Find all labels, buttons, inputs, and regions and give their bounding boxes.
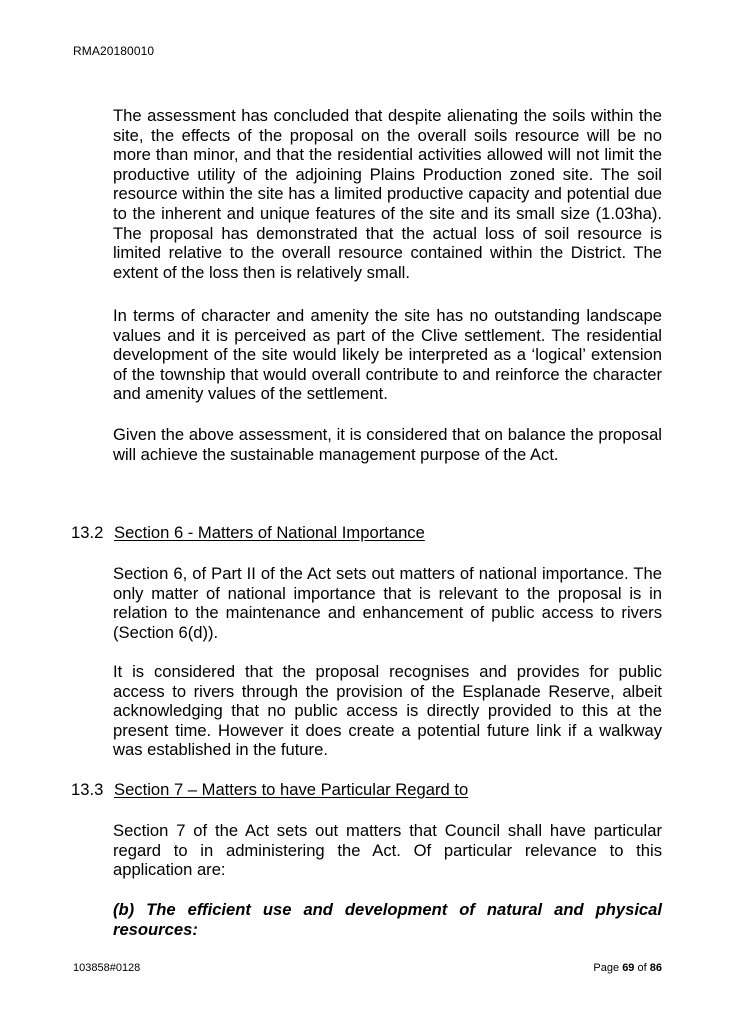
footer-page-number — [593, 962, 662, 974]
paragraph-section-6: Section 6, of Part II of the Act sets out matters of national importance. The only matter of national importance that is relevant to the proposal is in relation to the maintenance and enhancement of public access to rivers (Section 6(d)). — [113, 564, 662, 642]
of-word: of — [637, 962, 647, 974]
footer-doc-id: 103858#0128 — [73, 962, 141, 974]
paragraph-soils-assessment: The assessment has concluded that despite alienating the soils within the site, the effects of the proposal on the overall soils resource will be no more than minor, and that the residential activities allowed will not limit the productive utility of the adjoining Plains Production zoned site. The soil resource within the site has a limited productive capacity and potential due to the inherent and unique features of the site and its small size (1.03ha). The proposal has demonstrated that the actual loss of soil resource is limited relative to the overall resource contained within the District. The extent of the loss then is relatively small. — [113, 106, 662, 282]
paragraph-conclusion: Given the above assessment, it is considered that on balance the proposal will achieve the sustainable management purpose of the Act. — [113, 425, 662, 464]
page-total: 86 — [649, 962, 662, 974]
list-item-b: (b) The efficient use and development of natural and physical resources: — [113, 900, 662, 939]
document-reference: RMA20180010 — [73, 44, 155, 58]
paragraph-public-access: It is considered that the proposal recognises and provides for public access to rivers through the provision of the Esplanade Reserve, albeit acknowledging that no public access is directly provided to this at the present time. However it does create a potential future link if a walkway was established in the future. — [113, 662, 662, 760]
section-number: 13.2 — [71, 523, 104, 542]
section-title: Section 6 - Matters of National Importance — [114, 523, 425, 542]
paragraph-section-7: Section 7 of the Act sets out matters that Council shall have particular regard to in administering the Act. Of particular relevance to this application are: — [113, 821, 662, 880]
section-number: 13.3 — [71, 780, 104, 799]
paragraph-character-amenity: In terms of character and amenity the site has no outstanding landscape values and it is perceived as part of the Clive settlement. The residential development of the site would likely be interpreted as a ‘logical’ extension of the township that would overall contribute to and reinforce the character and amenity values of the settlement. — [113, 306, 662, 404]
page-word: Page — [593, 962, 620, 974]
section-title: Section 7 – Matters to have Particular Regard to — [114, 780, 469, 799]
page-current: 69 — [622, 962, 635, 974]
